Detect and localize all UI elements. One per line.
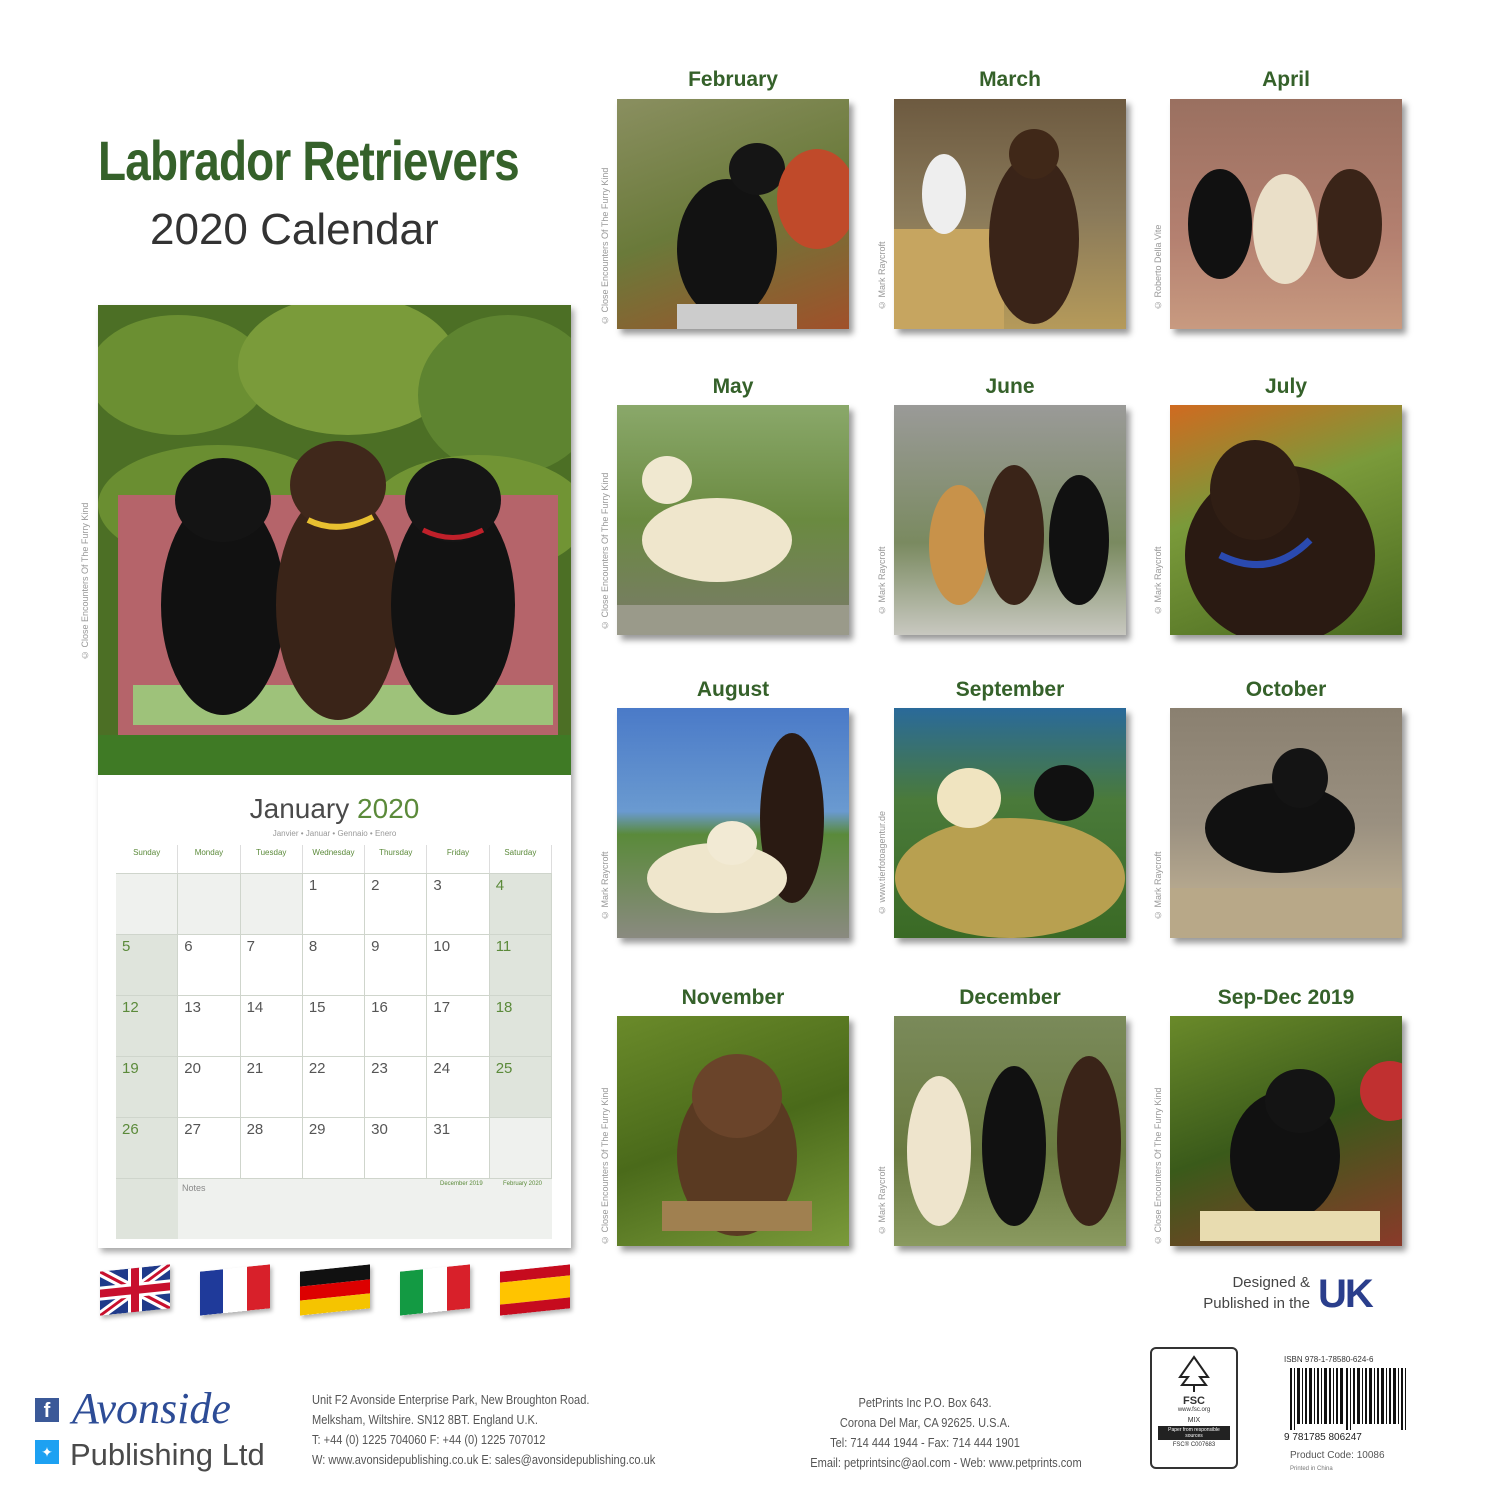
- month-label-november: November: [681, 986, 785, 1009]
- day-cell: 22: [303, 1057, 365, 1117]
- day-cell: 13: [178, 996, 240, 1056]
- designed-line2: Published in the: [1203, 1295, 1310, 1312]
- fsc-tree-icon: [1174, 1355, 1214, 1393]
- day-cell: 1: [303, 874, 365, 934]
- weekday-label: Wednesday: [303, 845, 365, 873]
- day-cell: 8: [303, 935, 365, 995]
- italy-flag-icon: [400, 1264, 470, 1315]
- day-cell: 28: [241, 1118, 303, 1178]
- day-cell: 25: [490, 1057, 552, 1117]
- barcode-number: 9 781785 806247: [1284, 1432, 1362, 1443]
- july-credit: © Mark Raycroft: [1153, 546, 1163, 615]
- facebook-icon: f: [35, 1398, 59, 1422]
- day-cell: 31: [427, 1118, 489, 1178]
- day-cell: 15: [303, 996, 365, 1056]
- january-heading: [98, 793, 571, 825]
- february-photo: [617, 99, 849, 329]
- day-cell: 3: [427, 874, 489, 934]
- day-cell: 21: [241, 1057, 303, 1117]
- mini-calendar-next-title: February 2020: [503, 1181, 543, 1187]
- week-row: [116, 873, 552, 934]
- france-flag-icon: [200, 1264, 270, 1315]
- january-year: 2020: [357, 793, 420, 824]
- month-label-sep-dec-2019: Sep-Dec 2019: [1217, 986, 1355, 1009]
- publisher-web: W: www.avonsidepublishing.co.uk E: sales@avonsidepublishing.co.uk: [312, 1452, 656, 1467]
- notes-area: [178, 1179, 552, 1239]
- publisher-name: Publishing Ltd: [70, 1437, 265, 1472]
- avonside-logo: Avonside: [72, 1384, 231, 1433]
- month-label-august: August: [696, 678, 770, 701]
- day-cell: 14: [241, 996, 303, 1056]
- weekday-header: [116, 845, 552, 873]
- may-credit: © Close Encounters Of The Furry Kind: [600, 472, 610, 630]
- day-cell: [241, 874, 303, 934]
- product-code: Product Code: 10086: [1290, 1450, 1385, 1461]
- petprints-line4: Email: petprintsinc@aol.com - Web: www.petprints.com: [810, 1455, 1082, 1470]
- month-label-february: February: [688, 68, 778, 91]
- month-label-september: September: [955, 678, 1065, 701]
- day-cell: 7: [241, 935, 303, 995]
- mini-calendar-prev-title: December 2019: [440, 1181, 483, 1187]
- month-label-july: July: [1264, 375, 1308, 398]
- day-cell: 30: [365, 1118, 427, 1178]
- designed-line1: Designed &: [1232, 1274, 1310, 1291]
- day-cell: 26: [116, 1118, 178, 1178]
- notes-row: [116, 1178, 552, 1239]
- publisher-phone: T: +44 (0) 1225 704060 F: +44 (0) 1225 707012: [312, 1432, 546, 1447]
- uk-flag-logo: UK: [1318, 1272, 1372, 1316]
- october-photo: [1170, 708, 1402, 938]
- december-photo: [894, 1016, 1126, 1246]
- november-credit: © Close Encounters Of The Furry Kind: [600, 1087, 610, 1245]
- day-cell: 27: [178, 1118, 240, 1178]
- june-credit: © Mark Raycroft: [877, 546, 887, 615]
- fsc-code: FSC® C007683: [1172, 1442, 1216, 1448]
- day-cell: 5: [116, 935, 178, 995]
- day-cell: 6: [178, 935, 240, 995]
- isbn-text: ISBN 978-1-78580-624-6: [1284, 1355, 1374, 1364]
- september-photo: [894, 708, 1126, 938]
- january-page: [98, 305, 571, 1248]
- fsc-name: FSC: [1183, 1395, 1205, 1407]
- october-credit: © Mark Raycroft: [1153, 851, 1163, 920]
- january-grid: [116, 845, 552, 1239]
- weekday-label: Monday: [178, 845, 240, 873]
- weekday-label: Saturday: [490, 845, 552, 873]
- january-translations: Janvier • Januar • Gennaio • Enero: [272, 829, 397, 838]
- june-photo: [894, 405, 1126, 635]
- publisher-address-line1: Unit F2 Avonside Enterprise Park, New Broughton Road.: [312, 1392, 590, 1407]
- week-row: [116, 995, 552, 1056]
- january-month-name: January: [249, 793, 350, 824]
- month-label-october: October: [1245, 678, 1327, 701]
- weekday-label: Tuesday: [241, 845, 303, 873]
- day-cell: [116, 874, 178, 934]
- barcode: [1290, 1368, 1410, 1435]
- calendar-title: Labrador Retrievers: [98, 129, 519, 192]
- petprints-line3: Tel: 714 444 1944 - Fax: 714 444 1901: [830, 1435, 1020, 1450]
- day-cell: 16: [365, 996, 427, 1056]
- day-cell: 23: [365, 1057, 427, 1117]
- publisher-address-line2: Melksham, Wiltshire. SN12 8BT. England U.K.: [312, 1412, 539, 1427]
- day-cell: 18: [490, 996, 552, 1056]
- day-cell: 10: [427, 935, 489, 995]
- day-cell: 11: [490, 935, 552, 995]
- printed-in: Printed in China: [1290, 1466, 1333, 1472]
- april-photo: [1170, 99, 1402, 329]
- may-photo: [617, 405, 849, 635]
- weekday-label: Sunday: [116, 845, 178, 873]
- petprints-line1: PetPrints Inc P.O. Box 643.: [858, 1395, 992, 1410]
- day-cell: [490, 1118, 552, 1178]
- spain-flag-icon: [500, 1264, 570, 1315]
- day-cell: 20: [178, 1057, 240, 1117]
- december-credit: © Mark Raycroft: [877, 1166, 887, 1235]
- month-label-december: December: [959, 986, 1061, 1009]
- january-photo-credit: © Close Encounters Of The Furry Kind: [80, 502, 90, 660]
- week-row: [116, 934, 552, 995]
- designed-in-text: [1180, 1272, 1310, 1314]
- notes-spacer: [116, 1179, 178, 1239]
- july-photo: [1170, 405, 1402, 635]
- day-cell: 9: [365, 935, 427, 995]
- day-cell: [178, 874, 240, 934]
- calendar-subtitle: 2020 Calendar: [150, 205, 439, 254]
- day-cell: 29: [303, 1118, 365, 1178]
- mini-calendar-next: [503, 1181, 561, 1233]
- petprints-line2: Corona Del Mar, CA 92625. U.S.A.: [839, 1415, 1011, 1430]
- week-row: [116, 1056, 552, 1117]
- publisher-address: [312, 1390, 655, 1470]
- fsc-mix: MIX: [1187, 1417, 1201, 1424]
- march-credit: © Mark Raycroft: [877, 241, 887, 310]
- twitter-icon: ✦: [35, 1440, 59, 1464]
- fsc-site: www.fsc.org: [1177, 1407, 1211, 1413]
- fsc-logo: [1150, 1347, 1238, 1469]
- sep-dec-2019-photo: [1170, 1016, 1402, 1246]
- april-credit: © Roberto Della Vite: [1153, 224, 1163, 310]
- march-photo: [894, 99, 1126, 329]
- august-photo: [617, 708, 849, 938]
- month-label-april: April: [1262, 68, 1310, 91]
- week-row: [116, 1117, 552, 1178]
- november-photo: [617, 1016, 849, 1246]
- month-label-march: March: [979, 68, 1041, 91]
- day-cell: 2: [365, 874, 427, 934]
- august-credit: © Mark Raycroft: [600, 851, 610, 920]
- day-cell: 4: [490, 874, 552, 934]
- day-cell: 17: [427, 996, 489, 1056]
- petprints-address: [810, 1393, 1082, 1473]
- fsc-desc: Paper from responsible sources: [1158, 1426, 1230, 1440]
- day-cell: 19: [116, 1057, 178, 1117]
- weekday-label: Thursday: [365, 845, 427, 873]
- month-label-may: May: [712, 375, 754, 398]
- day-cell: 24: [427, 1057, 489, 1117]
- germany-flag-icon: [300, 1264, 370, 1315]
- september-credit: © www.tierfotoagentur.de: [877, 810, 887, 915]
- weekday-label: Friday: [427, 845, 489, 873]
- day-cell: 12: [116, 996, 178, 1056]
- uk-flag-icon: [100, 1264, 170, 1315]
- february-credit: © Close Encounters Of The Furry Kind: [600, 167, 610, 325]
- mini-calendar-prev: [440, 1181, 498, 1233]
- january-photo: [98, 305, 571, 775]
- month-label-june: June: [985, 375, 1035, 398]
- sep-dec-2019-credit: © Close Encounters Of The Furry Kind: [1153, 1087, 1163, 1245]
- notes-label: Notes: [182, 1183, 206, 1193]
